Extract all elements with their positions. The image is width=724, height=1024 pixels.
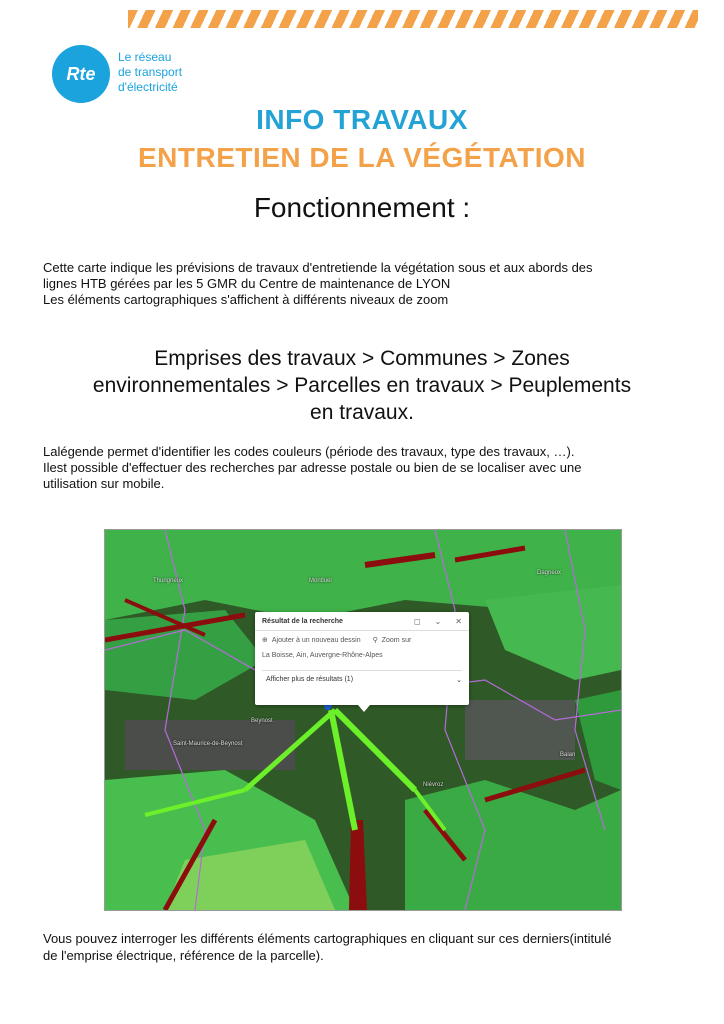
dock-icon[interactable]: ◻ xyxy=(413,616,421,626)
close-icon[interactable]: ✕ xyxy=(455,616,462,626)
search-icon: ⚲ xyxy=(372,637,378,644)
add-to-drawing-link[interactable]: Ajouter à un nouveau dessin xyxy=(271,636,361,644)
map-screenshot[interactable] xyxy=(104,529,622,911)
map-label: Saint-Maurice-de-Beynost xyxy=(173,741,243,747)
title-entretien: ENTRETIEN DE LA VÉGÉTATION xyxy=(137,142,587,173)
section-title: Fonctionnement : xyxy=(253,192,471,223)
rte-logo: Rte xyxy=(52,45,110,103)
title-info-travaux: INFO TRAVAUX xyxy=(256,104,468,135)
logo-tagline: Le réseau de transport d'électricité xyxy=(118,50,183,94)
add-icon: ⊕ xyxy=(262,637,268,644)
intro-paragraph: Cette carte indique les prévisions de travaux d'entretiende la végétation sous et aux abords des lignes HTB gérées par les 5 GMR du Centre de maintenance de LYON Les éléments cartographiques s'affichent à différents niveaux de zoom xyxy=(43,260,593,307)
map-label: Dagneux xyxy=(537,570,562,576)
map-label: Montluel xyxy=(309,578,332,584)
zoom-to-link[interactable]: Zoom sur xyxy=(381,636,412,644)
popup-title: Résultat de la recherche xyxy=(262,617,343,625)
map-label: Balan xyxy=(560,752,576,758)
chevron-down-icon: ⌄ xyxy=(456,677,462,684)
decorative-stripe xyxy=(128,10,698,28)
result-address[interactable]: La Boisse, Ain, Auvergne-Rhône-Alpes xyxy=(262,652,383,659)
legend-paragraph: Lalégende permet d'identifier les codes couleurs (période des travaux, type des travaux, …). Ilest possible d'effectuer des recherches par adresse postale ou bien de se localiser avec une utilisation sur mobile. xyxy=(43,444,582,491)
popup-pointer xyxy=(358,705,370,712)
more-results-button[interactable]: Afficher plus de résultats (1) ⌄ xyxy=(262,670,462,684)
zoom-sequence: Emprises des travaux > Communes > Zones environnementales > Parcelles en travaux > Peuplements en travaux. xyxy=(92,347,632,424)
map-label: Beynost xyxy=(251,718,273,724)
footer-paragraph: Vous pouvez interroger les différents éléments cartographiques en cliquant sur ces derniers(intitulé de l'emprise électrique, référence de la parcelle). xyxy=(43,931,612,963)
map-canvas[interactable] xyxy=(105,530,621,910)
map-label: Niévroz xyxy=(423,782,444,788)
search-result-popup[interactable] xyxy=(255,612,469,705)
map-label: Thurigneux xyxy=(153,578,184,584)
chevron-down-icon[interactable]: ⌄ xyxy=(434,616,442,626)
urban-area xyxy=(465,700,575,760)
